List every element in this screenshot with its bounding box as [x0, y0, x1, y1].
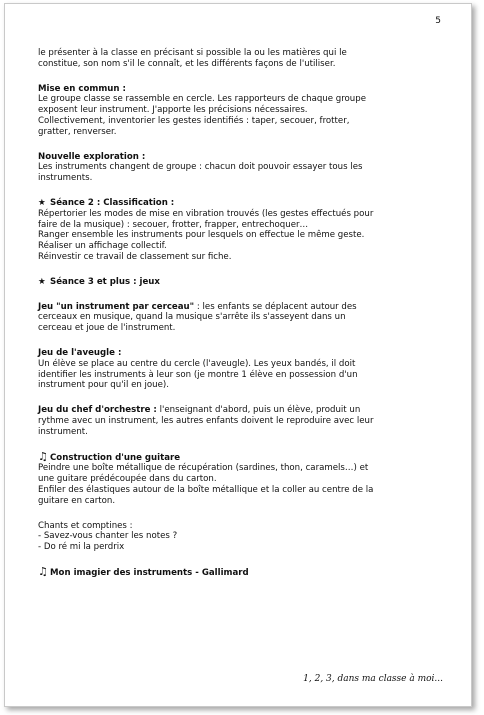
- imagier-section: [38, 564, 448, 579]
- text-line: une guitare prédécoupée dans du carton.: [38, 474, 217, 485]
- intro-paragraph: [38, 48, 448, 70]
- mise-en-commun-section: [38, 84, 448, 138]
- document-page: [4, 3, 472, 707]
- heading-text: Séance 2 : Classification :: [50, 197, 175, 208]
- text-line: identifier les instruments à leur son (je montre 1 élève en possession d'un: [38, 369, 358, 380]
- text-line: constitue, son nom s'il le connaît, et les différents façons de l'utiliser.: [38, 58, 336, 69]
- jeu-chef-section: [38, 405, 448, 437]
- section-heading: Nouvelle exploration :: [38, 151, 146, 162]
- music-note-icon: ♫: [38, 449, 48, 463]
- nouvelle-exploration-section: [38, 152, 448, 184]
- text-line: instruments.: [38, 173, 93, 184]
- seance-2-section: [38, 198, 448, 263]
- text-line: Répertorier les modes de mise en vibration trouvés (les gestes effectués pour: [38, 208, 374, 219]
- text-line: gratter, renverser.: [38, 126, 117, 137]
- text-line: Peindre une boîte métallique de récupération (sardines, thon, caramels…) et: [38, 463, 369, 474]
- text-line: [38, 302, 448, 313]
- star-icon: ★: [38, 276, 46, 287]
- list-item: - Do ré mi la perdrix: [38, 542, 125, 553]
- section-heading: [38, 277, 448, 288]
- list-item: - Savez-vous chanter les notes ?: [38, 531, 178, 542]
- jeu-cerceau-section: [38, 302, 448, 334]
- star-icon: ★: [38, 197, 46, 208]
- inline-text: : les enfants se déplacent autour des: [194, 301, 357, 312]
- inline-text: l'enseignant d'abord, puis un élève, produit un: [156, 405, 361, 416]
- text-line: Réinvestir ce travail de classement sur fiche.: [38, 251, 232, 262]
- text-line: Collectivement, inventorier les gestes identifiés : taper, secouer, frotter,: [38, 115, 350, 126]
- section-heading: [38, 198, 448, 209]
- text-line: rythme avec un instrument, les autres enfants doivent le reproduire avec leur: [38, 415, 374, 426]
- section-heading: [38, 564, 448, 579]
- section-heading: Chants et comptines :: [38, 520, 133, 531]
- text-line: cerceaux en musique, quand la musique s'arrête ils s'asseyent dans un: [38, 312, 346, 323]
- text-line: le présenter à la classe en précisant si possible la ou les matières qui le: [38, 48, 347, 58]
- text-line: Enfiler des élastiques autour de la boîte métallique et la coller au centre de la: [38, 484, 374, 495]
- text-line: guitare en carton.: [38, 495, 116, 506]
- inline-heading: Jeu du chef d'orchestre :: [38, 405, 157, 416]
- jeu-aveugle-section: [38, 348, 448, 391]
- seance-3-section: [38, 277, 448, 288]
- page-number: 5: [435, 16, 441, 26]
- heading-text: Construction d'une guitare: [50, 452, 181, 463]
- text-line: [38, 405, 448, 416]
- page-footer: 1, 2, 3, dans ma classe à moi...: [303, 674, 443, 684]
- page-content: [38, 48, 448, 587]
- heading-text: Séance 3 et plus : jeux: [50, 276, 160, 287]
- chants-section: [38, 521, 448, 553]
- text-line: Le groupe classe se rassemble en cercle. Les rapporteurs de chaque groupe: [38, 94, 366, 105]
- music-note-icon: ♫: [38, 564, 48, 578]
- section-heading: [38, 449, 448, 464]
- text-line: Ranger ensemble les instruments pour lesquels on effectue le même geste.: [38, 230, 365, 241]
- guitare-section: [38, 449, 448, 507]
- section-heading: Mise en commun :: [38, 83, 126, 94]
- text-line: exposent leur instrument. J'apporte les précisions nécessaires.: [38, 105, 308, 116]
- text-line: Les instruments changent de groupe : chacun doit pouvoir essayer tous les: [38, 162, 363, 173]
- heading-text: Mon imagier des instruments - Gallimard: [50, 567, 249, 578]
- text-line: faire de la musique) : secouer, frotter, frapper, entrechoquer…: [38, 219, 309, 230]
- text-line: cerceau et joue de l'instrument.: [38, 323, 176, 334]
- text-line: instrument pour qu'il en joue).: [38, 380, 169, 391]
- inline-heading: Jeu "un instrument par cerceau": [38, 301, 195, 312]
- section-heading: Jeu de l'aveugle :: [38, 347, 122, 358]
- text-line: Un élève se place au centre du cercle (l'aveugle). Les yeux bandés, il doit: [38, 358, 356, 369]
- text-line: Réaliser un affichage collectif.: [38, 241, 167, 252]
- text-line: instrument.: [38, 426, 88, 437]
